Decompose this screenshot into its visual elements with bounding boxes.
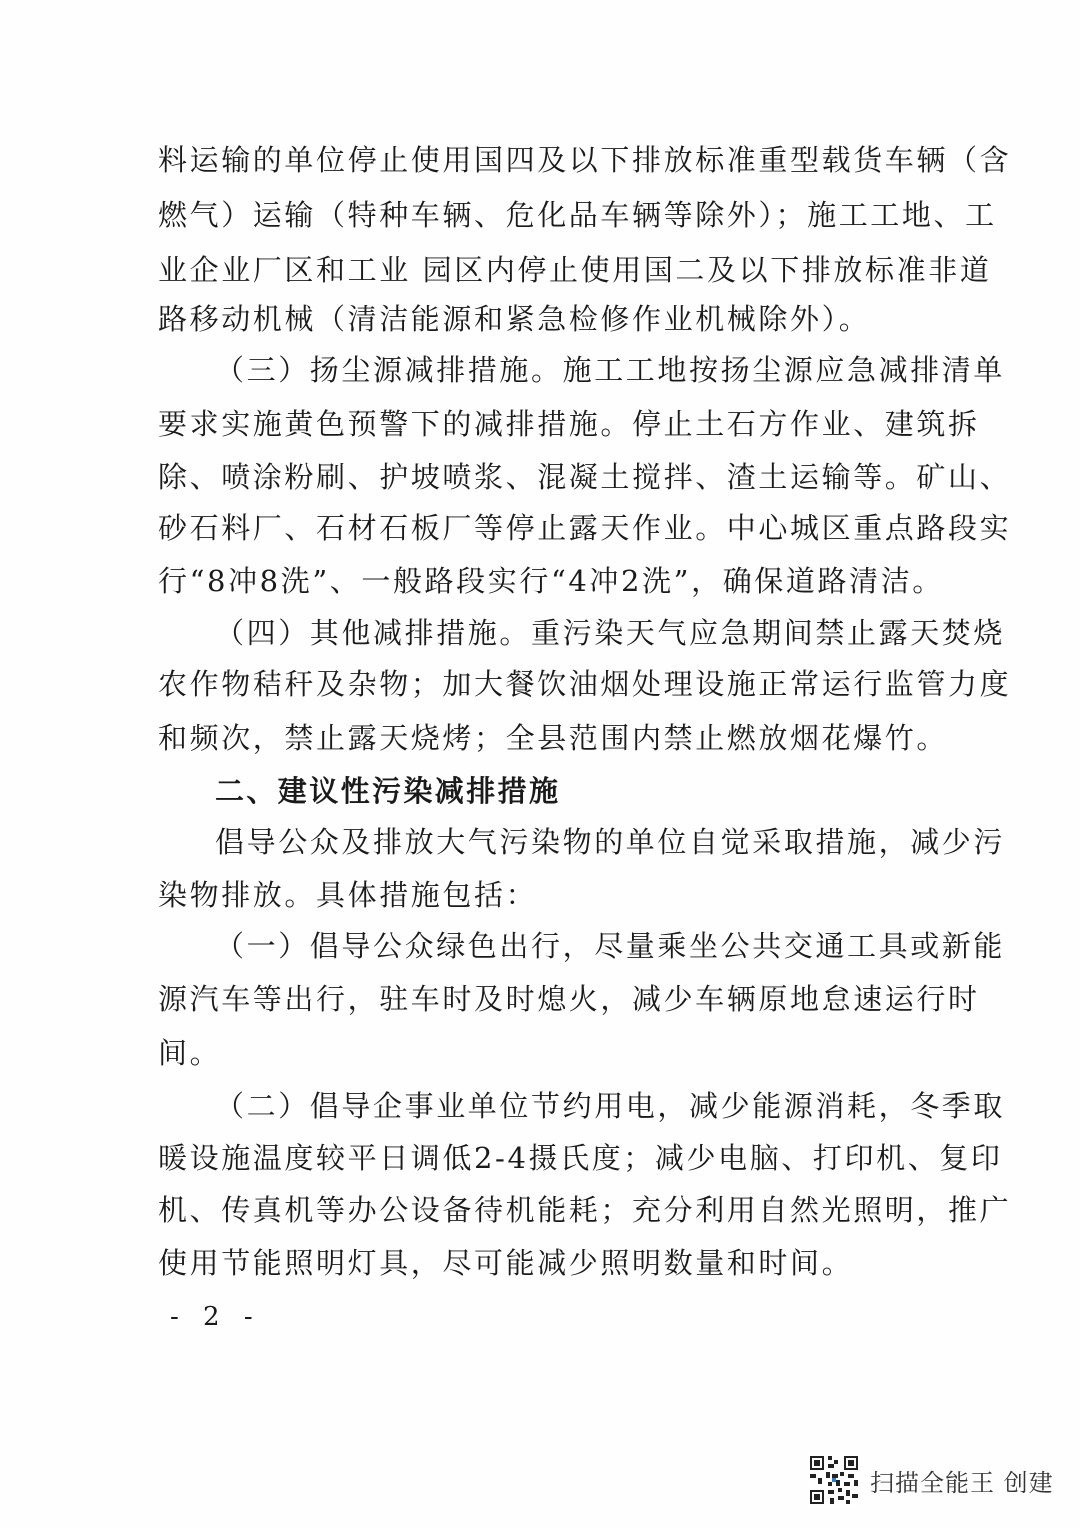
qr-code-icon <box>808 1454 860 1506</box>
paragraph-line: （一）倡导公众绿色出行，尽量乘坐公共交通工具或新能 <box>215 929 1006 963</box>
paragraph-line: 行“8冲8洗”、一般路段实行“4冲2洗”，确保道路清洁。 <box>158 564 944 598</box>
scanner-watermark <box>808 1452 1054 1508</box>
paragraph-line: 农作物秸秆及杂物；加大餐饮油烟处理设施正常运行监管力度 <box>158 667 1012 701</box>
paragraph-line: 使用节能照明灯具，尽可能减少照明数量和时间。 <box>158 1246 854 1280</box>
paragraph-line: （三）扬尘源减排措施。施工工地按扬尘源应急减排清单 <box>215 353 1006 387</box>
paragraph-line: 间。 <box>158 1036 222 1070</box>
paragraph-line: 机、传真机等办公设备待机能耗；充分利用自然光照明，推广 <box>158 1193 1012 1227</box>
paragraph-line: 除、喷涂粉刷、护坡喷浆、混凝土搅拌、渣土运输等。矿山、 <box>158 460 1012 494</box>
paragraph-line: 燃气）运输（特种车辆、危化品车辆等除外）；施工工地、工 <box>158 198 997 232</box>
section-heading: 二、建议性污染减排措施 <box>215 774 561 808</box>
paragraph-line: （四）其他减排措施。重污染天气应急期间禁止露天焚烧 <box>215 616 1006 650</box>
watermark-text: 扫描全能王 创建 <box>870 1468 1054 1497</box>
paragraph-line: 路移动机械（清洁能源和紧急检修作业机械除外）。 <box>158 302 871 336</box>
page-number: - 2 - <box>170 1302 261 1332</box>
paragraph-line: 要求实施黄色预警下的减排措施。停止土石方作业、建筑拆 <box>158 407 980 441</box>
paragraph-line: 源汽车等出行，驻车时及时熄火，减少车辆原地怠速运行时 <box>158 982 980 1016</box>
paragraph-line: 业企业厂区和工业 园区内停止使用国二及以下排放标准非道 <box>158 253 992 287</box>
paragraph-line: 和频次，禁止露天烧烤；全县范围内禁止燃放烟花爆竹。 <box>158 721 949 755</box>
paragraph-line: （二）倡导企事业单位节约用电，减少能源消耗，冬季取 <box>215 1089 1006 1123</box>
paragraph-line: 砂石料厂、石材石板厂等停止露天作业。中心城区重点路段实 <box>158 511 1012 545</box>
paragraph-line: 暖设施温度较平日调低2-4摄氏度；减少电脑、打印机、复印 <box>158 1141 1003 1175</box>
paragraph-line: 料运输的单位停止使用国四及以下排放标准重型载货车辆（含 <box>158 143 1012 177</box>
paragraph-line: 倡导公众及排放大气污染物的单位自觉采取措施，减少污 <box>215 825 1006 859</box>
paragraph-line: 染物排放。具体措施包括： <box>158 878 538 912</box>
